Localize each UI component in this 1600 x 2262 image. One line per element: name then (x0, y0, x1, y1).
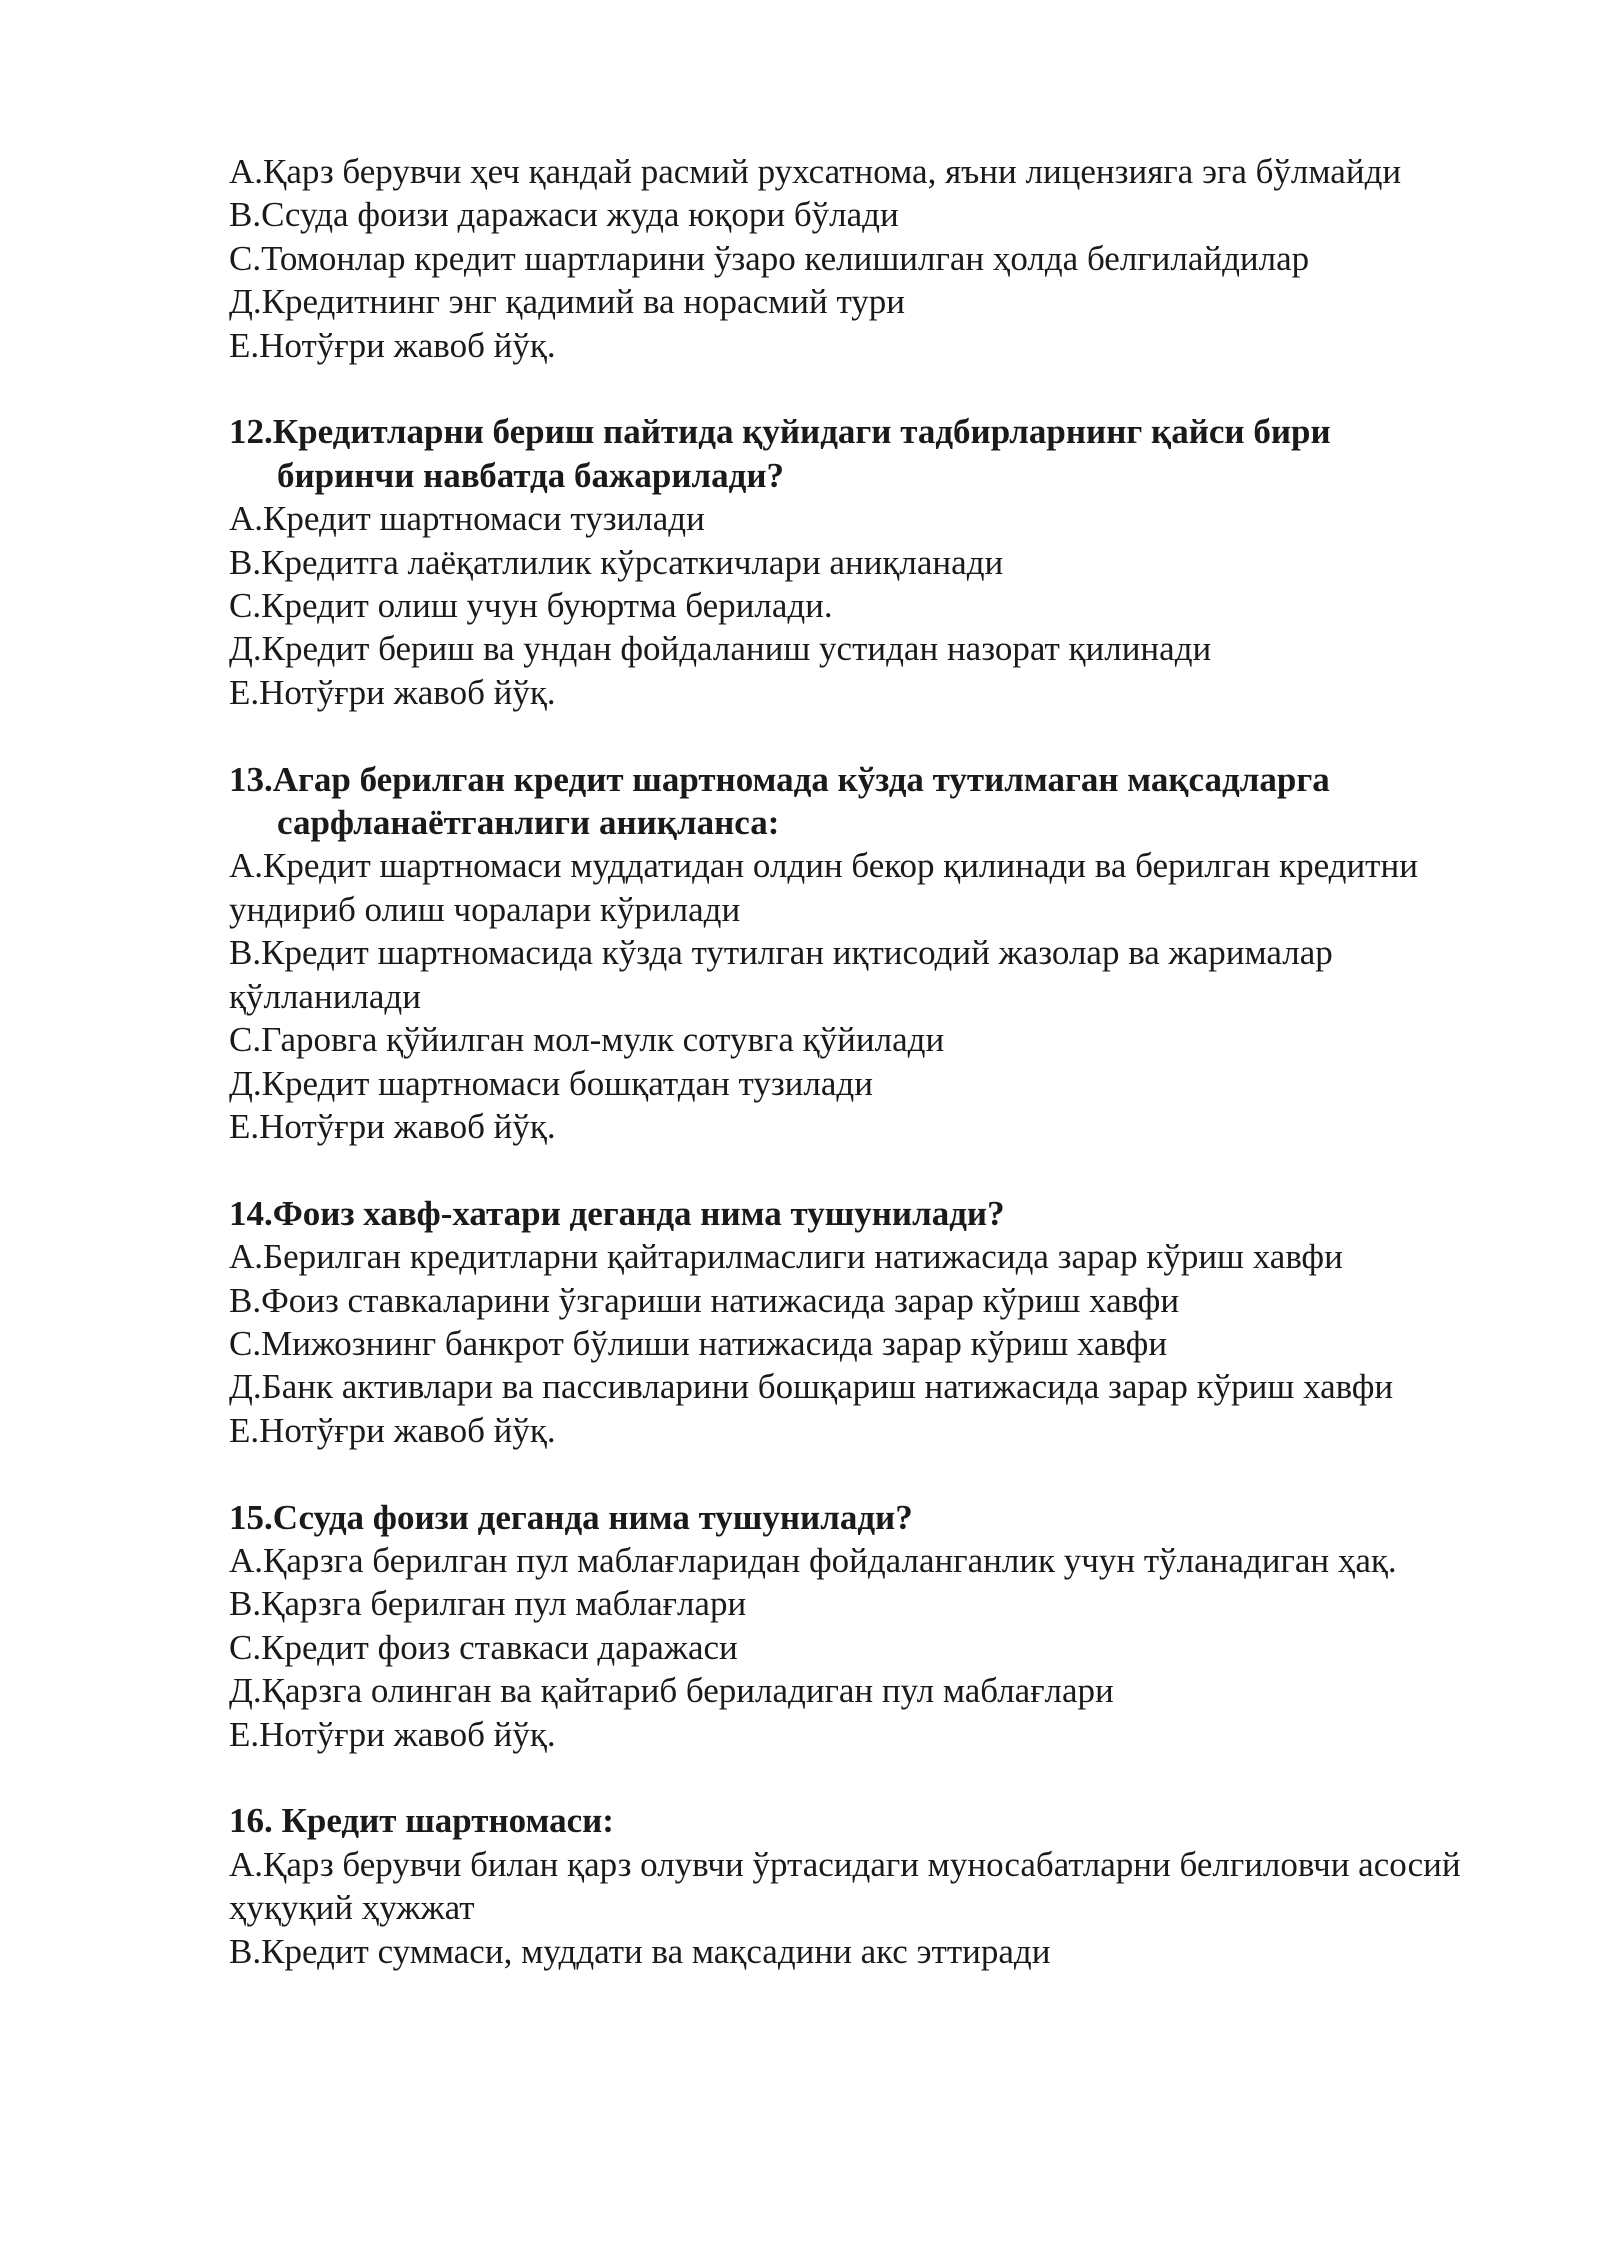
answer-option: Д.Кредитнинг энг қадимий ва норасмий тури (229, 282, 906, 322)
question-text: 13.Агар берилган кредит шартномада кўзда тутилмаган мақсадларга сарфланаётганлиги аниқланса: (229, 759, 1330, 843)
question-text: 12.Кредитларни бериш пайтида қуйидаги тадбирларнинг қайси бири биринчи навбатда бажарилади? (229, 412, 1331, 495)
answer-option: А.Берилган кредитларни қайтарилмаслиги натижасида зарар кўриш хавфи (229, 1237, 1343, 1277)
question-text: 15.Ссуда фоизи деганда нима тушунилади? (229, 1497, 913, 1537)
question-block-12 (229, 410, 1469, 714)
answer-option: Е.Нотўғри жавоб йўқ. (229, 1410, 556, 1450)
answer-option: Е.Нотўғри жавоб йўқ. (229, 1106, 556, 1146)
answer-option: А.Кредит шартномаси муддатидан олдин бекор қилинади ва берилган кредитни ундириб олиш чоралари кўрилади (229, 846, 1418, 929)
answer-option: В.Кредит суммаси, муддати ва мақсадини акс эттиради (229, 1931, 1051, 1971)
answer-option: С.Кредит олиш учун буюртма берилади. (229, 586, 833, 626)
answer-option: Е.Нотўғри жавоб йўқ. (229, 325, 556, 365)
answer-option: С.Кредит фоиз ставкаси даражаси (229, 1627, 738, 1667)
answer-option: А.Кредит шартномаси тузилади (229, 499, 705, 539)
answer-option: С.Мижознинг банкрот бўлиши натижасида зарар кўриш хавфи (229, 1323, 1168, 1363)
document-page (229, 150, 1469, 1973)
question-block-15 (229, 1496, 1469, 1756)
answer-option: Е.Нотўғри жавоб йўқ. (229, 1714, 556, 1754)
question-block-14 (229, 1192, 1469, 1452)
answer-option: С.Гаровга қўйилган мол-мулк сотувга қўйилади (229, 1020, 945, 1060)
answer-option: В.Қарзга берилган пул маблағлари (229, 1584, 747, 1624)
answer-option: С.Томонлар кредит шартларини ўзаро келишилган ҳолда белгилайдилар (229, 238, 1310, 278)
answer-option: A.Қарз берувчи ҳеч қандай расмий рухсатнома, яъни лицензияга эга бўлмайди (229, 152, 1402, 191)
question-block-11-tail (229, 150, 1469, 367)
answer-option: В.Кредитга лаёқатлилик кўрсаткичлари аниқланади (229, 542, 1004, 582)
question-block-16 (229, 1799, 1469, 1973)
answer-option: Д.Банк активлари ва пассивларини бошқариш натижасида зарар кўриш хавфи (229, 1367, 1394, 1407)
answer-option: В.Кредит шартномасида кўзда тутилган иқтисодий жазолар ва жарималар қўлланилади (229, 933, 1333, 1016)
answer-option: Д.Қарзга олинган ва қайтариб бериладиган пул маблағлари (229, 1671, 1114, 1711)
answer-option: Е.Нотўғри жавоб йўқ. (229, 672, 556, 712)
answer-option: Д.Кредит шартномаси бошқатдан тузилади (229, 1063, 873, 1103)
answer-option: В.Фоиз ставкаларини ўзгариши натижасида зарар кўриш хавфи (229, 1280, 1180, 1320)
question-text: 14.Фоиз хавф-хатари деганда нима тушунилади? (229, 1193, 1005, 1233)
question-text: 16. Кредит шартномаси: (229, 1801, 614, 1841)
answer-option: А.Қарзга берилган пул маблағларидан фойдаланганлик учун тўланадиган ҳақ. (229, 1540, 1397, 1580)
answer-option: А.Қарз берувчи билан қарз олувчи ўртасидаги муносабатларни белгиловчи асосий ҳуқуқий ҳужжат (229, 1844, 1461, 1928)
answer-option: В.Ссуда фоизи даражаси жуда юқори бўлади (229, 195, 899, 235)
answer-option: Д.Кредит бериш ва ундан фойдаланиш устидан назорат қилинади (229, 629, 1212, 669)
question-block-13 (229, 758, 1469, 1149)
